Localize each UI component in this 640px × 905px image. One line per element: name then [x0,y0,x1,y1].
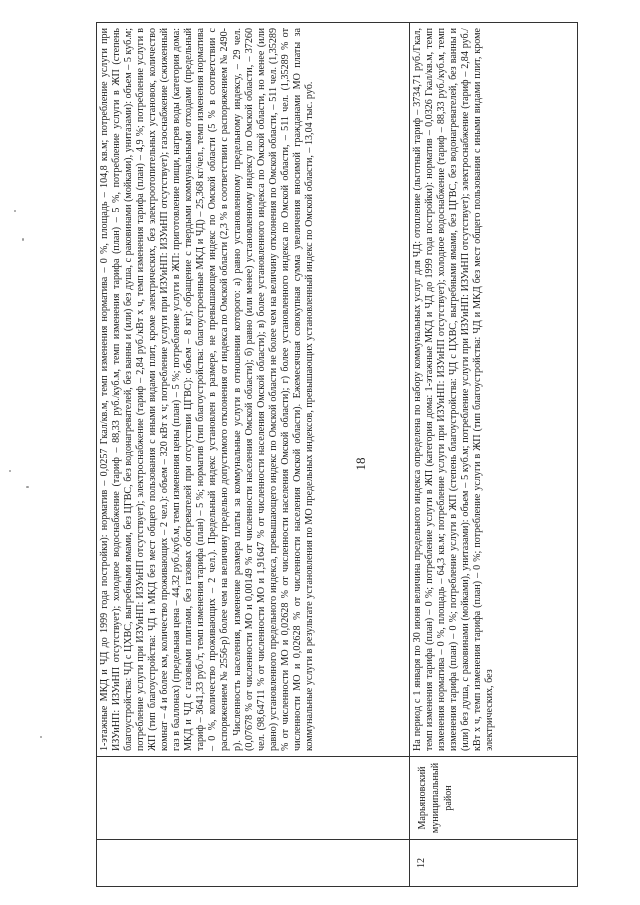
description-text: 1-этажные МКД и ЧД до 1999 года постройки): норматив – 0,0257 Гкал/кв.м, темп изменения норматива – 0 %, площадь – 104,8 кв.м; потребление услуги при ИЗУиНП: ИЗУиНП отсутствует); холодное водоснабжение (тариф – 88,33 руб./куб.м, темп изменения тарифа (план) – 5 %, потребление услуги в ЖП (степень благоустройства: ЧД с ЦХВС, выгребными ямами, без ЦГВС, без водонагревателей, без ванны и (или) без душа, с раковинами (мойками), унитазами): объем – 5 куб.м; потребление услуги при ИЗУиНП: ИЗУиНП отсутствует); электроснабжение (тариф – 2,84 руб./кВт х ч, темп изменения тарифа (план) – 4,9 %; потребление услуги в ЖП (тип благоустройства: ЧД и МКД без мест общего пользования с иными видами плит, кроме электрических, без электроотопительных установок, количество комнат – 4 и более км, количество проживающих – 2 чел.): объем – 320 кВт х ч; потребление услуги при ИЗУиНП: ИЗУиНП отсутствует); газоснабжение (сжиженный газ в баллонах) (предельная цена – 44,32 руб./куб.м, темп изменения цены (план) – 5 %; потребление услуги в ЖП: приготовление пищи, нагрев воды (категория дома: МКД и ЧД с газовыми плитами, без газовых обогревателей при отсутствии ЦГВС): объем – 8 кг); обращение с твердыми коммунальными отходами (предельный тариф – 3641,33 руб./т, темп изменения тарифа (план) – 5 %; норматив (тип благоустройства: благоустроенные МКД и ЧД) – 25,368 кг/чел., темп изменения норматива – 0 %, количество проживающих – 2 чел.). Предельный индекс установлен в размере, не превышающем индекс по Омской области (5 % в соответствии с распоряжением № 2556-р) более чем на величину предельно допустимого отклонения от индекса по Омской области (2,3 % в соответствии с распоряжением № 2490-р). Численность населения, изменение размера платы за коммунальные услуги в отношении которого: а) равно установленному предельному индексу, – 29 чел. (0,07678 % от численности МО и 0,00149 % от численности населения Омской области); б) равно (или менее) установленному индексу по Омской области, – 37260 чел. (98,64711 % от численности МО и 1,91647 % от численности населения Омской области); в) более установленного индекса по Омской области, но менее (или равно) установленного предельного индекса, превышающего индекс по Омской области не более чем на величину отклонения по Омской области, – 511 чел. (1,35289 % от численности МО и 0,02628 % от численности населения Омской области); г) более установленного индекса по Омской области, – 511 чел. (1,35289 % от численности МО и 0,02628 % от численности населения Омской области). Ежемесячная совокупная сумма увеличения вносимой гражданами МО платы за коммунальные услуги в результате установления по МО предельных индексов, превышающих установленный индекс по Омской области, – 13,04 тыс. руб. [99,28,315,751]
district-name: Марьяновский муниципальный район [417,762,454,834]
description-cell [410,23,578,757]
district-name [99,762,103,834]
table-row [410,23,578,887]
scan-speck [9,470,11,472]
tariff-table [96,22,578,887]
table-row [97,23,410,887]
scan-speck [22,238,24,241]
page-number: 18 [353,457,368,471]
scan-speck [40,736,42,738]
district-cell [97,757,410,840]
description-text: На период с 1 января по 30 июня величина предельного индекса определена по набору коммунальных услуг для ЧД: отопление (льготный тариф – 3734,71 руб./Гкал, темп изменения тарифа (план) – 0 %; потребление услуги в ЖП (категория дома: 1-этажные МКД и ЧД до 1999 года постройки): норматив – 0,0326 Гкал/кв.м, темп изменения норматива – 0 %, площадь – 64,3 кв.м; потребление услуги при ИЗУиНП: ИЗУиНП отсутствует); холодное водоснабжение (тариф – 88,33 руб./куб.м, темп изменения тарифа (план) – 0 %; потребление услуги в ЖП (степень благоустройства: ЧД с ЦХВС, выгребными ямами, без ЦГВС, без водонагревателей, без ванны и (или) без душа, с раковинами (мойками), унитазами): объем – 5 куб.м; потребление услуги при ИЗУиНП: ИЗУиНП отсутствует); электроснабжение (тариф – 2,84 руб./кВт х ч, темп изменения тарифа (план) – 0 %; потребление услуги в ЖП (тип благоустройства: ЧД и МКД без мест общего пользования с иными видами плит, кроме электрических, без [412,28,496,751]
district-cell [410,757,578,840]
scan-speck [26,486,29,488]
row-number-cell [410,840,578,887]
row-number: 12 [416,857,427,869]
tariff-table-sheet [96,22,577,887]
row-number [99,845,103,881]
description-cell [97,23,410,757]
row-number-cell [97,840,410,887]
scan-speck [14,210,16,212]
